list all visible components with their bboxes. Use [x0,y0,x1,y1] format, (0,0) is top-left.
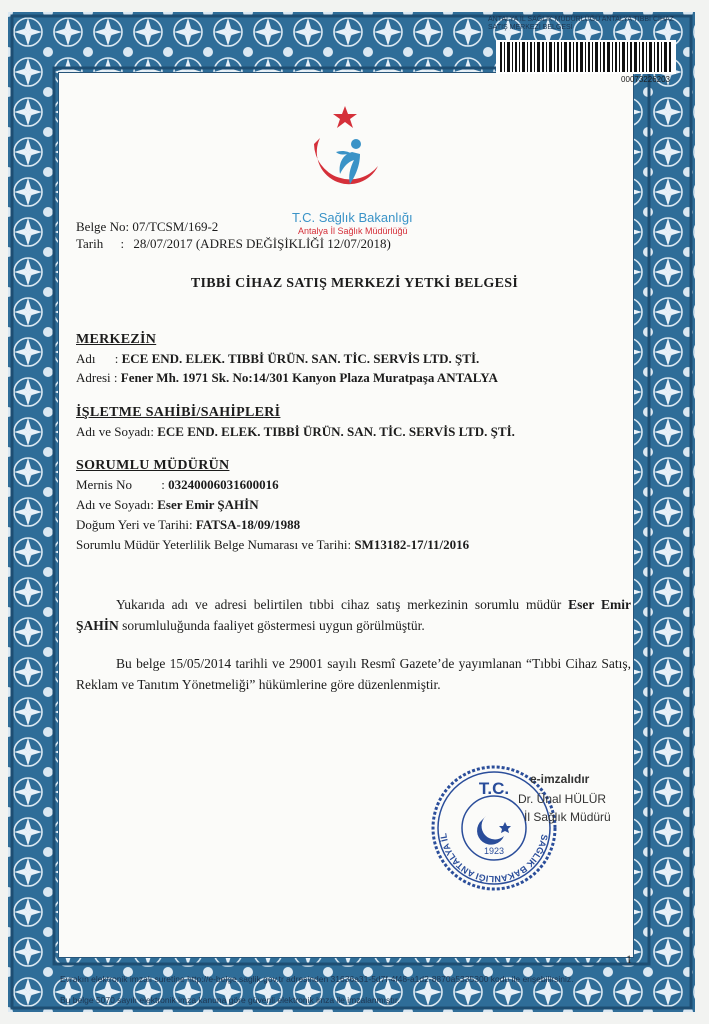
seal-top-text: T.C. [478,779,510,798]
directorate-name: Antalya İl Sağlık Müdürlüğü [298,226,408,236]
footer-esign-text: Bu belge 5070 sayılı elektronik imza kanuna göre güvenli elektronik imza ile imzalanmıştır. [60,995,400,1005]
footer-verification-text: Evrakın elektronik imzalı suretine http://e-belge.saglik.gov.tr adresinden 31636a31-5d7f-4f48-a1d2-8870a5335300 kodu ile erişebilirsiniz. [60,974,574,984]
manager-id-separator: : [161,477,165,492]
header-stamp-text: ANTALYA İL SAĞLIK MÜDÜRLÜĞÜ ANTALYA TIBBİ CİHAZ SATIŞ MERKEZİ BELGESİ [488,16,674,31]
owner-name-row [76,424,515,440]
center-name: ECE END. ELEK. TIBBİ ÜRÜN. SAN. TİC. SERVİS LTD. ŞTİ. [121,351,480,366]
signatory-name: Dr. Ünal HÜLÜR [518,792,607,806]
signatory-title: İl Sağlık Müdürü [524,810,611,824]
regulation-paragraph: Bu belge 15/05/2014 tarihli ve 29001 sayılı Resmî Gazete’de yayımlanan “Tıbbi Cihaz Satış, Reklam ve Tanıtım Yönetmeliği” hükümlerine göre düzenlenmiştir. [76,656,631,692]
approval-text-start: Yukarıda adı ve adresi belirtilen tıbbi cihaz satış merkezinin sorumlu müdür [116,597,562,612]
barcode-number: 00073226203 [621,75,670,84]
manager-birth-row [76,517,300,533]
approval-manager-name: Eser Emir ŞAHİN [76,597,631,633]
page-number: 1 [626,952,632,966]
ministry-name: T.C. Sağlık Bakanlığı [292,210,413,225]
manager-cert-label: Sorumlu Müdür Yeterlilik Belge Numarası ve Tarihi: [76,537,352,552]
manager-name: Eser Emir ŞAHİN [157,497,259,512]
center-address-separator: : [113,370,118,385]
doc-number-label: Belge No: [76,219,130,234]
owner-heading: İŞLETME SAHİBİ/SAHİPLERİ [76,405,281,420]
approval-paragraph [76,594,631,636]
ministry-logo-icon [300,104,390,204]
owner-name: ECE END. ELEK. TIBBİ ÜRÜN. SAN. TİC. SERVİS LTD. ŞTİ. [157,424,515,439]
manager-id-row [76,477,279,493]
manager-cert-row [76,537,469,553]
seal-ring-text: SAĞLIK BAKANLIĞI ANTALYA İL [438,832,550,885]
center-address: Fener Mh. 1971 Sk. No:14/301 Kanyon Plaza Muratpaşa ANTALYA [120,370,498,385]
center-name-separator: : [114,351,119,366]
seal-year: 1923 [483,846,505,856]
center-address-label: Adresi [76,370,111,385]
manager-heading: SORUMLU MÜDÜRÜN [76,458,230,473]
document-title: TIBBİ CİHAZ SATIŞ MERKEZİ YETKİ BELGESİ [190,276,519,291]
doc-date-separator: : [120,236,125,251]
manager-id-label: Mernis No [76,477,132,492]
doc-date-label: Tarih [76,236,104,251]
manager-cert: SM13182-17/11/2016 [354,537,470,552]
center-heading: MERKEZİN [76,332,157,347]
doc-number: 07/TCSM/169-2 [132,219,219,234]
owner-name-label: Adı ve Soyadı: [76,424,154,439]
e-signed-label: e-imzalıdır [530,772,590,786]
center-name-row [76,351,479,367]
barcode-icon [496,40,676,74]
center-address-row [76,370,498,386]
manager-id: 03240006031600016 [168,477,279,492]
doc-number-row [76,219,218,235]
doc-date: 28/07/2017 (ADRES DEĞİŞİKLİĞİ 12/07/2018) [133,236,391,251]
manager-name-label: Adı ve Soyadı: [76,497,154,512]
manager-name-row [76,497,259,513]
doc-date-row [76,236,391,252]
approval-text-end: sorumluluğunda faaliyet göstermesi uygun görülmüştür. [122,618,425,633]
center-name-label: Adı [76,351,96,366]
barcode [496,40,676,84]
manager-birth: FATSA-18/09/1988 [195,517,301,532]
ministry-logo [300,104,390,204]
manager-birth-label: Doğum Yeri ve Tarihi: [76,517,193,532]
